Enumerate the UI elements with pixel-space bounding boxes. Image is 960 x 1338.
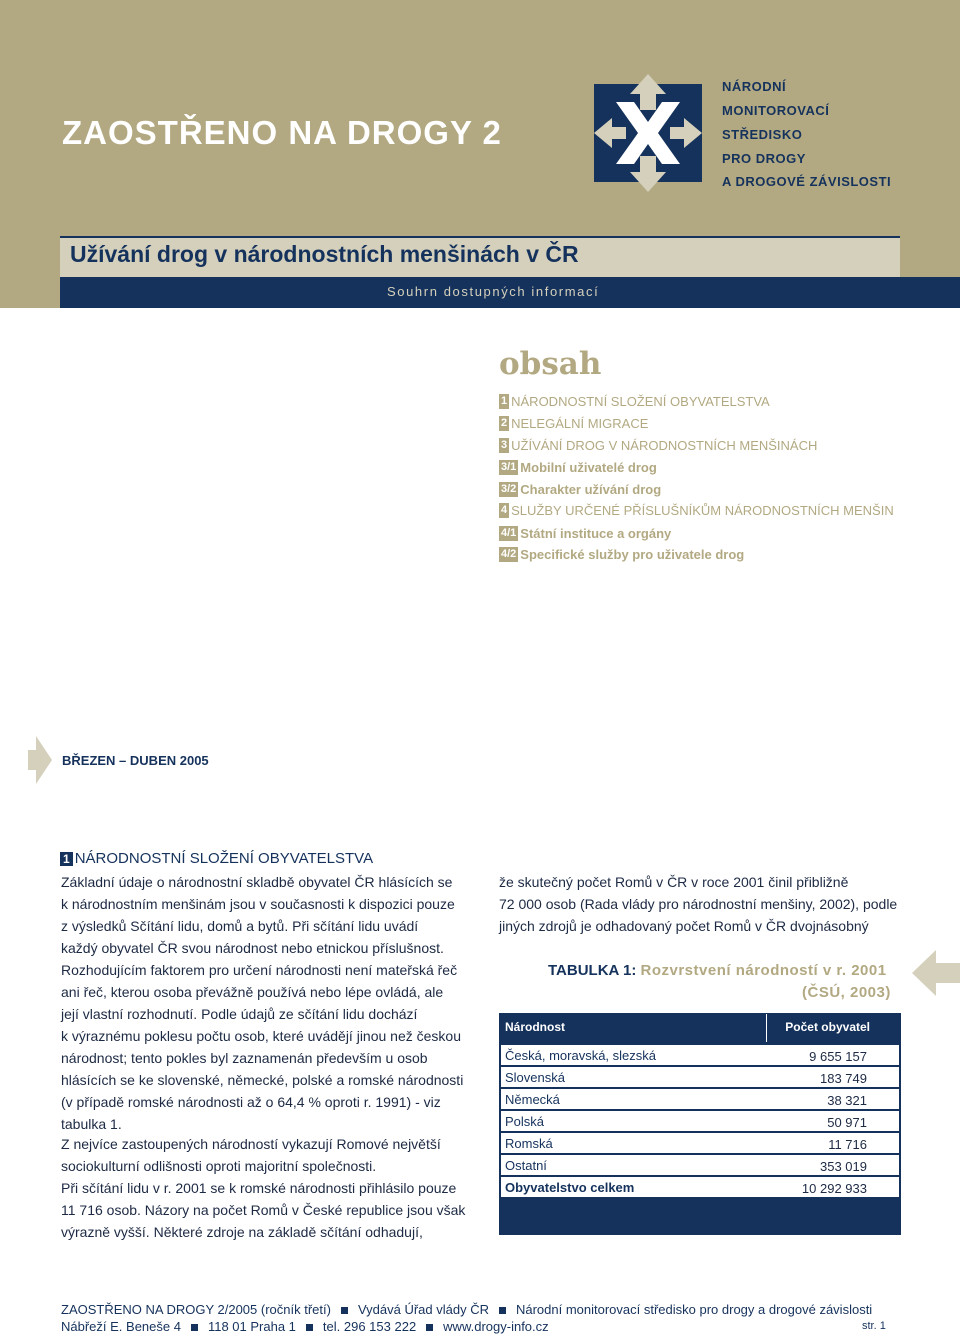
footer-line-1 xyxy=(61,1302,872,1317)
footer-city: 118 01 Praha 1 xyxy=(207,1319,296,1334)
table-cell-nationality: Německá xyxy=(505,1092,560,1107)
organization-name-line: STŘEDISKO xyxy=(722,127,803,142)
body-text-line: (v případě romské národnosti až o 64,4 % oproti r. 1991) - viz xyxy=(61,1094,441,1110)
square-bullet-icon xyxy=(499,1307,506,1314)
body-text-line: Základní údaje o národnostní skladbě obyvatel ČR hlásících se xyxy=(61,874,453,890)
body-text-line: národnost; tento pokles byl zaznamenán především u osob xyxy=(61,1050,428,1066)
toc-label: Specifické služby pro uživatele drog xyxy=(520,546,745,562)
body-text-line: tabulka 1. xyxy=(61,1116,122,1132)
toc-number: 4 xyxy=(501,503,508,516)
table-header-nationality: Národnost xyxy=(505,1020,565,1034)
body-text-line: výrazně vyšší. Některé zdroje na základě sčítání odhadují, xyxy=(61,1224,423,1240)
body-text-line: že skutečný počet Romů v ČR v roce 2001 činil přibližně xyxy=(499,874,849,890)
section-title: NÁRODNOSTNÍ SLOŽENÍ OBYVATELSTVA xyxy=(74,850,374,867)
body-text-line: sociokulturní odlišnosti oproti majoritní společnosti. xyxy=(61,1158,377,1174)
body-text-line: jiných zdrojů je odhadovaný počet Romů v ČR dvojnásobný xyxy=(499,918,869,934)
arrow-left-icon xyxy=(912,950,960,996)
issue-date: BŘEZEN – DUBEN 2005 xyxy=(62,753,209,768)
body-text-line: každý obyvatel ČR svou národnost nebo etnickou příslušnost. xyxy=(61,940,444,956)
toc-item[interactable] xyxy=(499,524,671,542)
table-cell-population: 9 655 157 xyxy=(809,1049,867,1064)
body-text-line: k národnostním menšinám jsou v současnosti k dispozici pouze xyxy=(61,896,455,912)
table-cell-population: 11 716 xyxy=(828,1137,867,1152)
table-cell-population: 50 971 xyxy=(827,1115,867,1130)
table-cell-nationality: Polská xyxy=(505,1114,545,1129)
section-heading xyxy=(60,850,373,867)
table-caption-label: TABULKA 1: xyxy=(548,962,637,979)
body-text-line: její vlastní rozhodnutí. Podle údajů ze sčítání lidu dochází xyxy=(61,1006,418,1022)
table-cell-population: 38 321 xyxy=(827,1093,867,1108)
body-text-line: hlásících se ke slovenské, německé, polské a romské národnosti xyxy=(61,1072,464,1088)
toc-label: NÁRODNOSTNÍ SLOŽENÍ OBYVATELSTVA xyxy=(511,393,770,409)
table-cell-population: 183 749 xyxy=(820,1071,867,1086)
toc-item[interactable] xyxy=(499,480,661,498)
footer-publisher: Vydává Úřad vlády ČR xyxy=(357,1302,489,1317)
table-caption-source: (ČSÚ, 2003) xyxy=(802,984,891,1001)
footer-line-2 xyxy=(61,1319,549,1334)
toc-item[interactable] xyxy=(499,458,657,476)
four-arrows-logo-icon xyxy=(594,74,702,192)
body-text-line: Rozhodujícím faktorem pro určení národnosti není mateřská řeč xyxy=(61,962,458,978)
square-bullet-icon xyxy=(191,1324,198,1331)
table-caption-text: Rozvrstvení národností v r. 2001 xyxy=(640,962,887,979)
table-header-divider xyxy=(766,1014,767,1042)
table-cell-nationality: Ostatní xyxy=(505,1158,547,1173)
toc-number: 4/1 xyxy=(501,526,517,539)
square-bullet-icon xyxy=(306,1324,313,1331)
footer-organization: Národní monitorovací středisko pro drogy a drogové závislosti xyxy=(515,1302,873,1317)
organization-name-line: A DROGOVÉ ZÁVISLOSTI xyxy=(722,174,892,189)
square-bullet-icon xyxy=(426,1324,433,1331)
table-cell-nationality: Romská xyxy=(505,1136,553,1151)
toc-item[interactable] xyxy=(499,392,770,410)
series-title: ZAOSTŘENO NA DROGY 2 xyxy=(62,114,502,151)
toc-item[interactable] xyxy=(499,414,648,432)
toc-number: 3 xyxy=(501,438,508,451)
body-text-line: k výraznému poklesu počtu osob, které uvádějí jinou než českou xyxy=(61,1028,462,1044)
toc-number: 4/2 xyxy=(501,547,517,560)
toc-label: NELEGÁLNÍ MIGRACE xyxy=(511,415,649,431)
table-cell-nationality: Slovenská xyxy=(505,1070,565,1085)
toc-item[interactable] xyxy=(499,545,744,563)
body-text-line: Při sčítání lidu v r. 2001 se k romské národnosti přihlásilo pouze xyxy=(61,1180,457,1196)
footer-phone: tel. 296 153 222 xyxy=(322,1319,417,1334)
toc-label: Charakter užívání drog xyxy=(520,481,662,497)
toc-number: 2 xyxy=(501,416,508,429)
footer-street: Nábřeží E. Beneše 4 xyxy=(61,1319,181,1334)
toc-number: 1 xyxy=(501,394,508,407)
body-text-line: z výsledků Sčítání lidu, domů a bytů. Při sčítání lidu uvádí xyxy=(61,918,419,934)
toc-number: 3/1 xyxy=(501,460,517,473)
body-text-line: Z nejvíce zastoupených národností vykazují Romové největší xyxy=(61,1136,441,1152)
body-text-line: 72 000 osob (Rada vlády pro národnostní menšiny, 2002), podle xyxy=(499,896,898,912)
organization-name-line: NÁRODNÍ xyxy=(722,79,787,94)
toc-label: SLUŽBY URČENÉ PŘÍSLUŠNÍKŮM NÁRODNOSTNÍCH MENŠIN xyxy=(511,502,894,518)
square-bullet-icon xyxy=(341,1307,348,1314)
toc-label: UŽÍVÁNÍ DROG V NÁRODNOSTNÍCH MENŠINÁCH xyxy=(511,437,818,453)
organization-name-line: MONITOROVACÍ xyxy=(722,103,830,118)
table-cell-nationality: Česká, moravská, slezská xyxy=(505,1048,656,1063)
toc-label: Státní instituce a orgány xyxy=(520,525,672,541)
toc-item[interactable] xyxy=(499,436,817,454)
toc-item[interactable] xyxy=(499,501,894,519)
toc-number: 3/2 xyxy=(501,482,517,495)
footer-publication: ZAOSTŘENO NA DROGY 2/2005 (ročník třetí) xyxy=(61,1302,331,1317)
toc-label: Mobilní uživatelé drog xyxy=(520,459,657,475)
body-text-line: 11 716 osob. Názory na počet Romů v České republice jsou však xyxy=(61,1202,466,1218)
table-header-population: Počet obyvatel xyxy=(785,1020,870,1034)
arrow-right-icon xyxy=(28,736,52,784)
table-cell-population: 353 019 xyxy=(820,1159,867,1174)
document-title: Užívání drog v národnostních menšinách v ČR xyxy=(70,241,579,267)
section-number: 1 xyxy=(60,852,73,866)
page-number: str. 1 xyxy=(862,1320,886,1332)
document-subtitle: Souhrn dostupných informací xyxy=(387,284,600,299)
table-cell-total-value: 10 292 933 xyxy=(801,1181,867,1196)
footer-website-link[interactable]: www.drogy-info.cz xyxy=(443,1319,549,1334)
table-cell-total-label: Obyvatelstvo celkem xyxy=(505,1180,635,1195)
organization-name-line: PRO DROGY xyxy=(722,151,806,166)
body-text-line: ani řeč, kterou osoba převážně používá nebo lépe ovládá, ale xyxy=(61,984,444,1000)
table-caption xyxy=(548,962,887,979)
toc-heading: obsah xyxy=(499,346,602,382)
